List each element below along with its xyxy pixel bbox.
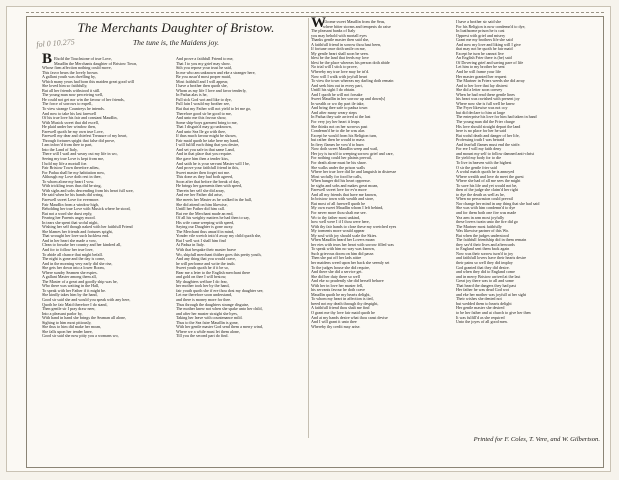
- verse-line: To view the town whereas my darling doth remain: [311, 78, 394, 84]
- verse-line: With hand in hand she brings the Seaman all alone,: [42, 315, 126, 321]
- verse-line: Fair Bristow Town therefore adieu,: [42, 165, 100, 171]
- verse-line: And prove your faithfull friend in this,: [176, 165, 240, 171]
- verse-line: She meets her Master as he walked in the hall,: [176, 196, 252, 202]
- verse-line: breed not my death through thy despight,: [311, 300, 379, 306]
- verse-line: The Mariner most faithfully: [456, 223, 502, 229]
- verse-line: Ile yield my body for to die: [456, 155, 502, 161]
- verse-line: A faithfull friend thou shalt me find: [311, 305, 370, 311]
- verse-line: To live in heaven with the highest: [456, 159, 512, 165]
- verse-line: that may not be quoth he fair maid: [456, 46, 513, 52]
- verse-line: In tears she spent that woful night,: [42, 219, 99, 225]
- verse-line: Nor change her mind in any thing that she had said: [456, 200, 540, 206]
- verse-line: Good sir said she now pitty you a womans wo,: [42, 333, 119, 339]
- verse-line: to dye the death as well as he,: [456, 191, 505, 197]
- verse-line: And any thing that you would crave,: [176, 256, 236, 262]
- verse-line: Their wishes she denied not: [456, 296, 502, 302]
- verse-line: Therefore good sir be good to me,: [176, 110, 232, 116]
- verse-line: This done as they had both agreed,: [176, 174, 233, 180]
- handwritten-shelfmark: fol 0 10.275: [36, 37, 75, 49]
- verse-line: And seek him out in every part,: [311, 82, 363, 88]
- verse-line: And now to take his last farewell: [42, 110, 97, 116]
- verse-line: And he will frame your life: [456, 69, 501, 75]
- verse-line: Whereby thy credit may arise.: [311, 323, 361, 329]
- verse-line: blest be the place whereas his person doth abide: [311, 59, 390, 65]
- verse-line: In Padua they safe arrived at the last: [311, 114, 371, 120]
- verse-line: If fortune once doth smile on me,: [311, 46, 366, 52]
- verse-line: Thanks gentle master then said she,: [311, 37, 370, 43]
- verse-line: And at my hands desire what thou canst devise: [311, 314, 388, 320]
- verse-line: Her joy is turn'd to weeping sorrow grief and care,: [311, 150, 394, 156]
- verse-line: Maudlin quoth he my hearts delight,: [311, 291, 371, 297]
- verse-line: you may behold with mortall eyes: [311, 32, 367, 38]
- verse-line: God granted that they did desire.: [456, 264, 510, 270]
- verse-line: She did a letter soon convey: [456, 87, 503, 93]
- verse-line: and mount my self to follow damned anti-christ: [456, 150, 535, 156]
- verse-line: how well were I if I thou were here,: [311, 219, 370, 225]
- verse-line: Now will I walk with joyfull heart: [311, 73, 368, 79]
- verse-line: He could not get nor win the favour of her friends,: [42, 96, 125, 102]
- verse-line: But not a word she durst reply,: [42, 210, 93, 216]
- verse-line: To speak with him no way was known,: [311, 246, 375, 252]
- verse-line: Thus to the Sea faire Maudlin is gone,: [176, 319, 239, 325]
- verse-line: Wo to thy father most unkind,: [311, 214, 361, 220]
- verse-line: A gallant youth was dwelling by,: [42, 74, 96, 80]
- verse-line: his heart was ravished with present joy: [456, 96, 520, 102]
- verse-line: Till you the second part do find.: [176, 333, 229, 339]
- verse-line: An English Frier there is (he) said: [456, 55, 512, 61]
- verse-line: The young man did the Frier charge: [456, 119, 515, 125]
- verse-line: her maidens weed upon her back she seemly set: [311, 259, 390, 265]
- verse-line: But all her friends withstood it still.: [42, 87, 101, 93]
- text-column-3: [311, 20, 453, 434]
- verse-line: His wife came weeping with speed,: [176, 219, 235, 225]
- verse-line: I have a brother sir said she: [456, 20, 502, 24]
- verse-line: her mother took her by the hand,: [176, 283, 230, 289]
- verse-line: At Padua in Italy.: [176, 242, 205, 248]
- verse-line: Saying our Daughter is gone away.: [176, 224, 234, 230]
- text-column-2: [176, 57, 304, 449]
- verse-line: And fearfull flames must end the strife.: [456, 141, 521, 147]
- verse-line: Where now she is full well he knew: [456, 100, 515, 106]
- verse-line: Condemn'd he to die he was alas: [311, 128, 365, 134]
- verse-line: But woful death and danger of her life,: [456, 132, 520, 138]
- verse-line: For ere I will my faith deny: [456, 146, 502, 152]
- verse-line: The young man now perceiving well,: [42, 92, 104, 98]
- verse-line: Good sir said she and would you speak with any here,: [42, 296, 131, 302]
- text-column-4: [456, 20, 598, 434]
- verse-line: Grant me my brothers life she said: [456, 37, 513, 43]
- verse-line: Bear me a leter to the English merchant there: [176, 269, 251, 275]
- verse-line: That heard the dangers they had past: [456, 282, 517, 288]
- verse-line: I have a brother then quoth she,: [176, 83, 228, 89]
- verse-line: Fearing her Parents angry mood.: [42, 215, 96, 221]
- verse-line: And unto Sea Ile go with thee,: [176, 128, 226, 134]
- verse-line: The pleasant banks of Italy: [311, 28, 356, 34]
- verse-line: Whom as my life I love and favor tenderly,: [176, 87, 247, 93]
- verse-line: Sweet master then forget not me.: [176, 169, 231, 175]
- verse-line: She thinks not on her sorrows past: [311, 123, 368, 129]
- verse-line: She blames her friends and fortunes spight,: [42, 228, 113, 234]
- verse-line: To speak with her Father if it might be.: [42, 287, 106, 293]
- verse-line: Fair Maudlin from a window high,: [42, 201, 99, 207]
- verse-line: Now doth sweet Maudlin weep and wail,: [311, 146, 379, 152]
- verse-line: Yea arm in arm most joyfully: [456, 214, 505, 220]
- verse-line: But that my Father will not yield to let me go,: [176, 106, 252, 112]
- verse-line: and when they did to England come: [456, 269, 515, 275]
- verse-line: And eke so prudently she did herself behave: [311, 278, 384, 284]
- verse-line: She gets her down into a lower Room,: [42, 265, 105, 271]
- verse-line: My torments more would appear: [311, 228, 365, 234]
- verse-line: With Musick sweet that did excell,: [42, 119, 99, 125]
- verse-line: And unto me this favour show,: [176, 115, 227, 121]
- verse-line: The faithfull friendship did in them remain: [456, 237, 527, 243]
- ballad-title: The Merchants Daughter of Bristow.: [77, 20, 275, 35]
- verse-line: Taking her leave with countenance mild.: [176, 315, 243, 321]
- verse-line: Farewell my dear and chiefest Treasure of my heart,: [42, 133, 128, 139]
- verse-line: To the judges house she did require,: [311, 264, 370, 270]
- column-divider: [308, 18, 309, 438]
- verse-line: Her master granted her request: [456, 73, 507, 79]
- verse-line: She thus to him did make her moan,: [42, 324, 102, 330]
- verse-line: That I to you my grief may show.: [176, 60, 231, 66]
- verse-line: Such grievous doom on him did passe.: [311, 250, 375, 256]
- verse-line: There will I wail and weary out my life in wo,: [42, 151, 118, 157]
- verse-line: With sighs and sobs descending from his heart full sore,: [42, 187, 134, 193]
- verse-line: And after many weary steps: [311, 109, 357, 115]
- verse-line: A gallant Master among them all,: [42, 274, 97, 280]
- verse-line: If thus much favour might be shown,: [176, 133, 237, 139]
- verse-line: Where her true love did lie and languish in distresse: [311, 169, 397, 175]
- verse-line: and in merry Bristow arrived at the last: [456, 273, 521, 279]
- verse-line: She gave him then a tender kiss,: [176, 156, 229, 162]
- verse-line: Of all his weighty matters he had then to say,: [176, 215, 250, 221]
- verse-line: The Master of a great and goodly ship was he,: [42, 278, 118, 284]
- verse-line: Of Dovering grief and saving pare of life: [456, 59, 524, 65]
- verse-line: That wrought her love such luckless end.: [42, 233, 110, 239]
- verse-line: he sighs and sobs and makes great moan,: [311, 182, 379, 188]
- verse-line: But I well wot I shall him find: [176, 237, 226, 243]
- verse-line: Therein her self she did array,: [176, 187, 225, 193]
- verse-line: Where we a while must let them alone,: [176, 328, 240, 334]
- verse-line: Where sundry Seamen she espies.: [42, 269, 98, 275]
- verse-line: Wo, shipfull merchant thither goes this pretty youth,: [176, 251, 262, 257]
- verse-line: For never more thou shalt me see.: [311, 209, 367, 215]
- verse-line: She loved him so faithfully,: [42, 83, 88, 89]
- verse-line: With her in love her master fell,: [311, 282, 364, 288]
- verse-line: Soon after that before the break of day,: [176, 178, 240, 184]
- verse-line: In fiery flames he vow'd to burn: [311, 141, 364, 147]
- verse-line: these lovers twain unto the fire did go: [456, 219, 518, 225]
- verse-line: but wedded them to hearts delight: [456, 300, 512, 306]
- verse-line: Although my Love doth rest in thee,: [42, 174, 102, 180]
- verse-line: To whom my heart in affection is tied,: [311, 296, 374, 302]
- verse-line: And I will grant it unto thee: [311, 319, 357, 325]
- verse-line: To abide all chance that might befall.: [42, 251, 103, 257]
- verse-line: In wealth or wo thy part ile take,: [311, 100, 365, 106]
- verse-line: It was fulfill'd as she required: [456, 314, 505, 320]
- verse-line: Opprest with grief and misery: [456, 32, 506, 38]
- verse-line: And saith he is your servant Master will I be,: [176, 160, 250, 166]
- verse-line: Of his true love his fair and constant Maudlin,: [42, 115, 118, 121]
- verse-line: Then gentle sir I pray draw neer,: [42, 306, 96, 312]
- verse-line: Maudlin the Merchants daughter of Bristow Town,: [54, 60, 138, 66]
- verse-line: A woful match quoth he is annoyed: [456, 169, 515, 175]
- verse-line: I hold my life a mortall foe.: [42, 160, 88, 166]
- verse-line: Into the Land of Italy,: [42, 146, 78, 152]
- verse-line: Where she had of all me sees the might: [456, 178, 521, 184]
- verse-line: She did her duty there so well: [311, 273, 360, 279]
- verse-line: Most faithfull and I will appear,: [176, 78, 229, 84]
- verse-line: then of the judge she claim'd her right: [456, 187, 519, 193]
- verse-line: her eies with tears her heart with sorrow filled was: [311, 241, 394, 247]
- verse-line: Sweet Maudlin in her sorrow up and down[s]: [311, 96, 386, 102]
- verse-line: For nothing could her plaints prevail,: [311, 155, 372, 161]
- verse-line: Great joy there was to all and some: [456, 278, 514, 284]
- verse-line: and for them both one fire was made: [456, 209, 517, 215]
- verse-line: The force of sorrows to expell,: [42, 101, 93, 107]
- tune-subtitle: The tune is, the Maidens joy.: [132, 38, 220, 47]
- verse-line: The enterprise his love for him had taken in hand: [456, 114, 537, 120]
- verse-line: In Padua alas is he,: [176, 92, 208, 98]
- verse-line: Unto the joyes of all good men.: [456, 319, 508, 325]
- verse-line: And in that place that you require.: [176, 151, 233, 157]
- verse-line: Whose firm affection nothing could move,: [42, 65, 112, 71]
- verse-line: to England sent them back again: [456, 246, 510, 252]
- verse-line: his servants favour he doth crave: [311, 287, 365, 293]
- verse-line: fair youth quoth she if ere thou dost my daughter see,: [176, 287, 264, 293]
- verse-line: blest be the land that feeds my love: [311, 55, 369, 61]
- verse-line: Her father he was dead God wot: [456, 287, 509, 293]
- verse-line: Except he turn he cannot live: [456, 50, 504, 56]
- verse-line: No trial will I stick to prove,: [311, 64, 358, 70]
- verse-line: She did attend on him likewise,: [176, 201, 228, 207]
- verse-line: The night is gone and the day is come,: [42, 256, 106, 262]
- verse-line: And ere her Father did arise,: [176, 192, 223, 198]
- verse-line: Sighing to him most pitiously,: [42, 319, 92, 325]
- verse-line: O sir the gentle frier said: [456, 164, 497, 170]
- verse-line: Farewell sweet love for ev'n more: [311, 187, 367, 193]
- verse-line: For very joy her heart it leaps: [311, 119, 360, 125]
- verse-line: She was with him condemn'd to dye: [456, 205, 516, 211]
- verse-line: I will fulfill each thing that you desire,: [176, 142, 240, 148]
- verse-line: Most wofully for food he calls,: [311, 173, 362, 179]
- dropcap-part-two: W: [311, 15, 326, 31]
- verse-line: Thus through the daughters strange disguise,: [176, 301, 250, 307]
- verse-line: For his Religion is now condemn'd to dye,: [456, 23, 526, 29]
- verse-line: to be her father and at church to give her then: [456, 310, 531, 315]
- verse-line: I am inforc'd from thee to part,: [42, 142, 93, 148]
- verse-line: When he had read these gentle lines: [456, 91, 515, 97]
- verse-line: But most of all farewell quoth he: [311, 200, 366, 206]
- verse-line: here is no place for her he said: [456, 128, 507, 134]
- verse-line: The Merchant thus amaz'd in mind,: [176, 228, 235, 234]
- verse-line: And all my friends that have me known,: [311, 191, 377, 197]
- verse-line: Now was their sorrow turn'd to joy: [456, 250, 514, 256]
- verse-line: their pains so well they did imploy: [456, 259, 513, 265]
- verse-line: Wishing her self though naked with her faithfull Friend: [42, 224, 133, 230]
- verse-line: And bring thee safe to padua town: [311, 105, 368, 111]
- verse-line: And I quoth he will not forsake: [311, 91, 363, 97]
- verse-line: For Padua shall be my habitation now,: [42, 169, 105, 175]
- verse-line: In me who am unknown and eke a stranger here,: [176, 69, 256, 75]
- verse-line: His love should straight depart the land: [456, 123, 521, 129]
- verse-line: Which many years had born this maiden great good will: [42, 78, 134, 84]
- verse-line: Full sick God wot and like to dye,: [176, 96, 232, 102]
- verse-line: A faithfull friend in sorrow thou hast been,: [311, 41, 382, 47]
- verse-line: And for to follow her true love,: [42, 246, 94, 252]
- text-column-1: [42, 57, 170, 449]
- verse-line: The Fryer likewise was not coy: [456, 105, 508, 111]
- verse-line: Who there was waiting in the Hall,: [42, 283, 100, 289]
- verse-line: Where wealth and love do meet the guest: [456, 173, 524, 179]
- verse-line: The Mariner in Friers weeds she did array: [456, 78, 525, 84]
- verse-line: He said when he his hands did wring,: [42, 192, 104, 198]
- verse-line: but did declare to him at large: [456, 109, 506, 115]
- verse-line: Untill his sight I do obtain.: [311, 87, 356, 93]
- verse-line: With trickling tears thus did he sing,: [42, 183, 102, 189]
- verse-line: My daughters welfare I do fear,: [176, 278, 228, 284]
- verse-line: But when the judges understood: [456, 232, 509, 238]
- verse-line: In bristow town with wealth and store,: [311, 196, 375, 202]
- verse-line: O grant me thy love fair maid quoth he: [311, 310, 375, 315]
- verse-line: Seeing my true Love is kept from me,: [42, 156, 105, 162]
- verse-line: and there is money more for thee.: [176, 296, 232, 302]
- verse-line: Untill her Father did him call.: [176, 206, 225, 212]
- verse-line: but rather then he would to mass: [311, 137, 365, 143]
- verse-line: Then she put off her lads attire: [311, 255, 362, 261]
- verse-line: Sith you repose your trust he said,: [176, 65, 232, 71]
- verse-line: Be you assur'd most proper maid,: [176, 74, 231, 80]
- verse-line: Into a pleasant parlor by,: [42, 310, 83, 316]
- verse-line: they sav'd their lives and afterwards: [456, 241, 515, 247]
- verse-line: And to her love that lay distrest: [456, 82, 508, 88]
- verse-line: Beholding her true Love with Musick where he stood,: [42, 206, 131, 212]
- verse-line: She kindly takes him by the hand,: [42, 292, 98, 298]
- verse-line: Farewell sweet Love for evermore.: [42, 196, 100, 202]
- verse-line: For death alone must be his share.: [311, 159, 367, 165]
- verse-line: Farewell quoth he my own true Love,: [42, 128, 104, 134]
- verse-line: and eke her mother was joyfull at her sight: [456, 291, 527, 297]
- verse-line: Yonder vile wretch intic'd away my child quoth she,: [176, 233, 262, 239]
- verse-line: Elcome sweet Maudlin from the Seas,: [323, 20, 386, 24]
- verse-line: To save his life and yet would not be,: [456, 182, 518, 188]
- verse-line: My own sweet Maudlin whom I left behind,: [311, 205, 384, 211]
- dropcap-part-one: B: [42, 51, 53, 67]
- verse-line: My soul with joy should scale the Skies.: [311, 232, 378, 238]
- verse-line: Was likewise partner of this Wo.: [456, 228, 510, 234]
- verse-line: This favor bears the lovely brown.: [42, 69, 99, 75]
- printer-imprint: Printed for F. Coles, T. Vere, and W. Gilbertson.: [473, 436, 600, 443]
- verse-line: Through fortunes spight that false did prove,: [42, 137, 116, 143]
- verse-line: Let him to my brother be sent: [456, 64, 505, 70]
- verse-line: To view strange Countreys he intends.: [42, 106, 105, 112]
- verse-line: She falls upon her tender knee,: [42, 328, 93, 334]
- verse-line: With that bespake their master brave: [176, 246, 236, 252]
- verse-line: Fair maid quoth he take here my hand,: [176, 137, 240, 143]
- verse-line: To whom alone my heart I vow.: [42, 178, 95, 184]
- verse-line: Full fain I would my brother see,: [176, 101, 231, 107]
- verse-line: When hunger did his heart oppresse.: [311, 178, 371, 184]
- verse-line: And in her heart she made a vow,: [42, 237, 97, 243]
- verse-line: And prove a faithfull Friend to me,: [176, 57, 234, 61]
- verse-line: Some ship-boys garment bring to me,: [176, 119, 238, 125]
- verse-line: And now my love and liking will I give: [456, 41, 521, 47]
- verse-line: But ere the Merchant made an end,: [176, 210, 234, 216]
- verse-line: Whereby my true love may be tri'd.: [311, 69, 370, 75]
- verse-line: and after her master straight she hyes,: [176, 310, 238, 316]
- verse-line: The mother knew not when she spake unto her child,: [176, 306, 263, 312]
- verse-line: and gold on thee I will bestow,: [176, 274, 227, 280]
- verse-line: With her gentle master God send them a merry wind,: [176, 324, 263, 330]
- verse-line: In loathsome prison he is cast: [456, 28, 505, 34]
- verse-line: When Maudlin heard her Lovers moan: [311, 237, 375, 243]
- verse-line: And set you safe in that same Land,: [176, 146, 235, 152]
- verse-line: With thy fair hands to close these my wretched eyes: [311, 223, 397, 229]
- verse-line: He plaid under her window then,: [42, 124, 96, 130]
- verse-line: And in the morning very early did she rise,: [42, 260, 113, 266]
- verse-line: Clean to forsake her country and her kindred all,: [42, 242, 122, 248]
- verse-line: And there she did a service get.: [311, 269, 363, 275]
- verse-line: Quoth he fair Maid therefore I do stand,: [42, 301, 108, 307]
- verse-line: Professing truth I was betraid: [456, 137, 505, 143]
- verse-line: My gentle heart shall soon be seen.: [311, 50, 369, 56]
- verse-line: Except he would from his Religion turn,: [311, 132, 378, 138]
- verse-line: he will performe and write the truth.: [176, 260, 236, 266]
- verse-line: He brings her garments then with speed,: [176, 183, 243, 189]
- verse-line: That I disguis'd may go unknown,: [176, 124, 232, 130]
- verse-line: She walks under the prison walls: [311, 164, 366, 170]
- verse-line: Her gentle master she desired: [456, 305, 505, 311]
- top-border-rule: [26, 12, 604, 13]
- verse-line: where bitter storms and tempests do raise: [323, 23, 391, 29]
- verse-line: When no perswasion could prevail: [456, 196, 513, 202]
- verse-line: Let me therefore soon understand,: [176, 292, 233, 298]
- verse-line: Sweet youth quoth he if it be so,: [176, 265, 229, 271]
- verse-line: Ehold the Touchstone of true Love,: [54, 57, 112, 61]
- verse-line: and faithfull lovers have their hearts desire: [456, 255, 527, 261]
